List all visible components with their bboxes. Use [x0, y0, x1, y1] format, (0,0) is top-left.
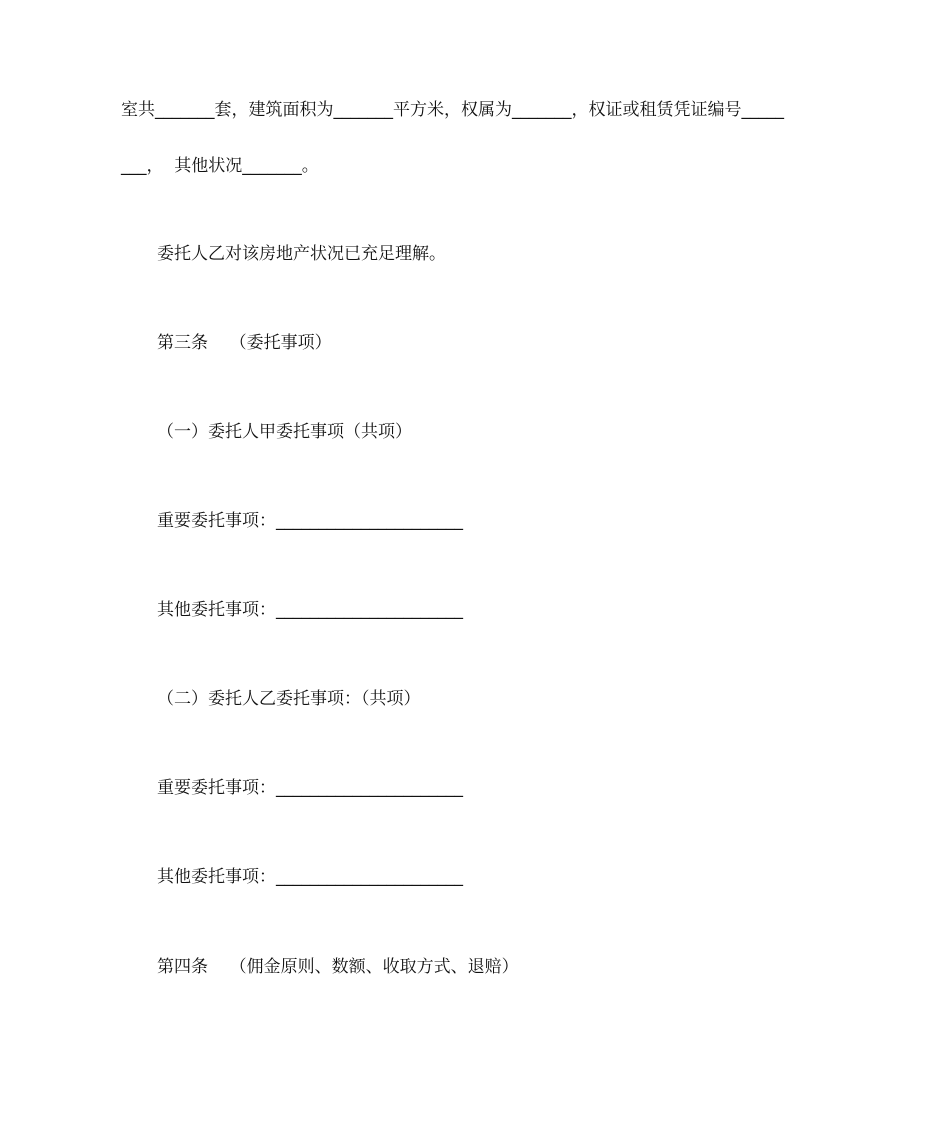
article-four-heading: 第四条 （佣金原则、数额、收取方式、退赔）: [157, 957, 519, 977]
client-b-main-matters: 重要委托事项：______________________: [157, 778, 463, 798]
property-details-line-2: ___， 其他状况_______。: [121, 156, 319, 176]
client-a-main-matters: 重要委托事项：______________________: [157, 511, 463, 531]
article-three-heading: 第三条 （委托事项）: [157, 333, 332, 353]
client-b-other-matters: 其他委托事项：______________________: [157, 867, 463, 887]
client-a-matters-heading: （一）委托人甲委托事项（共项）: [157, 422, 412, 442]
property-details-line-1: 室共_______套，建筑面积为_______平方米，权属为_______，权证或租赁凭证编号_____: [121, 100, 784, 120]
client-a-other-matters: 其他委托事项：______________________: [157, 600, 463, 620]
client-b-understanding: 委托人乙对该房地产状况已充足理解。: [157, 244, 446, 264]
client-b-matters-heading: （二）委托人乙委托事项：（共项）: [157, 689, 421, 709]
